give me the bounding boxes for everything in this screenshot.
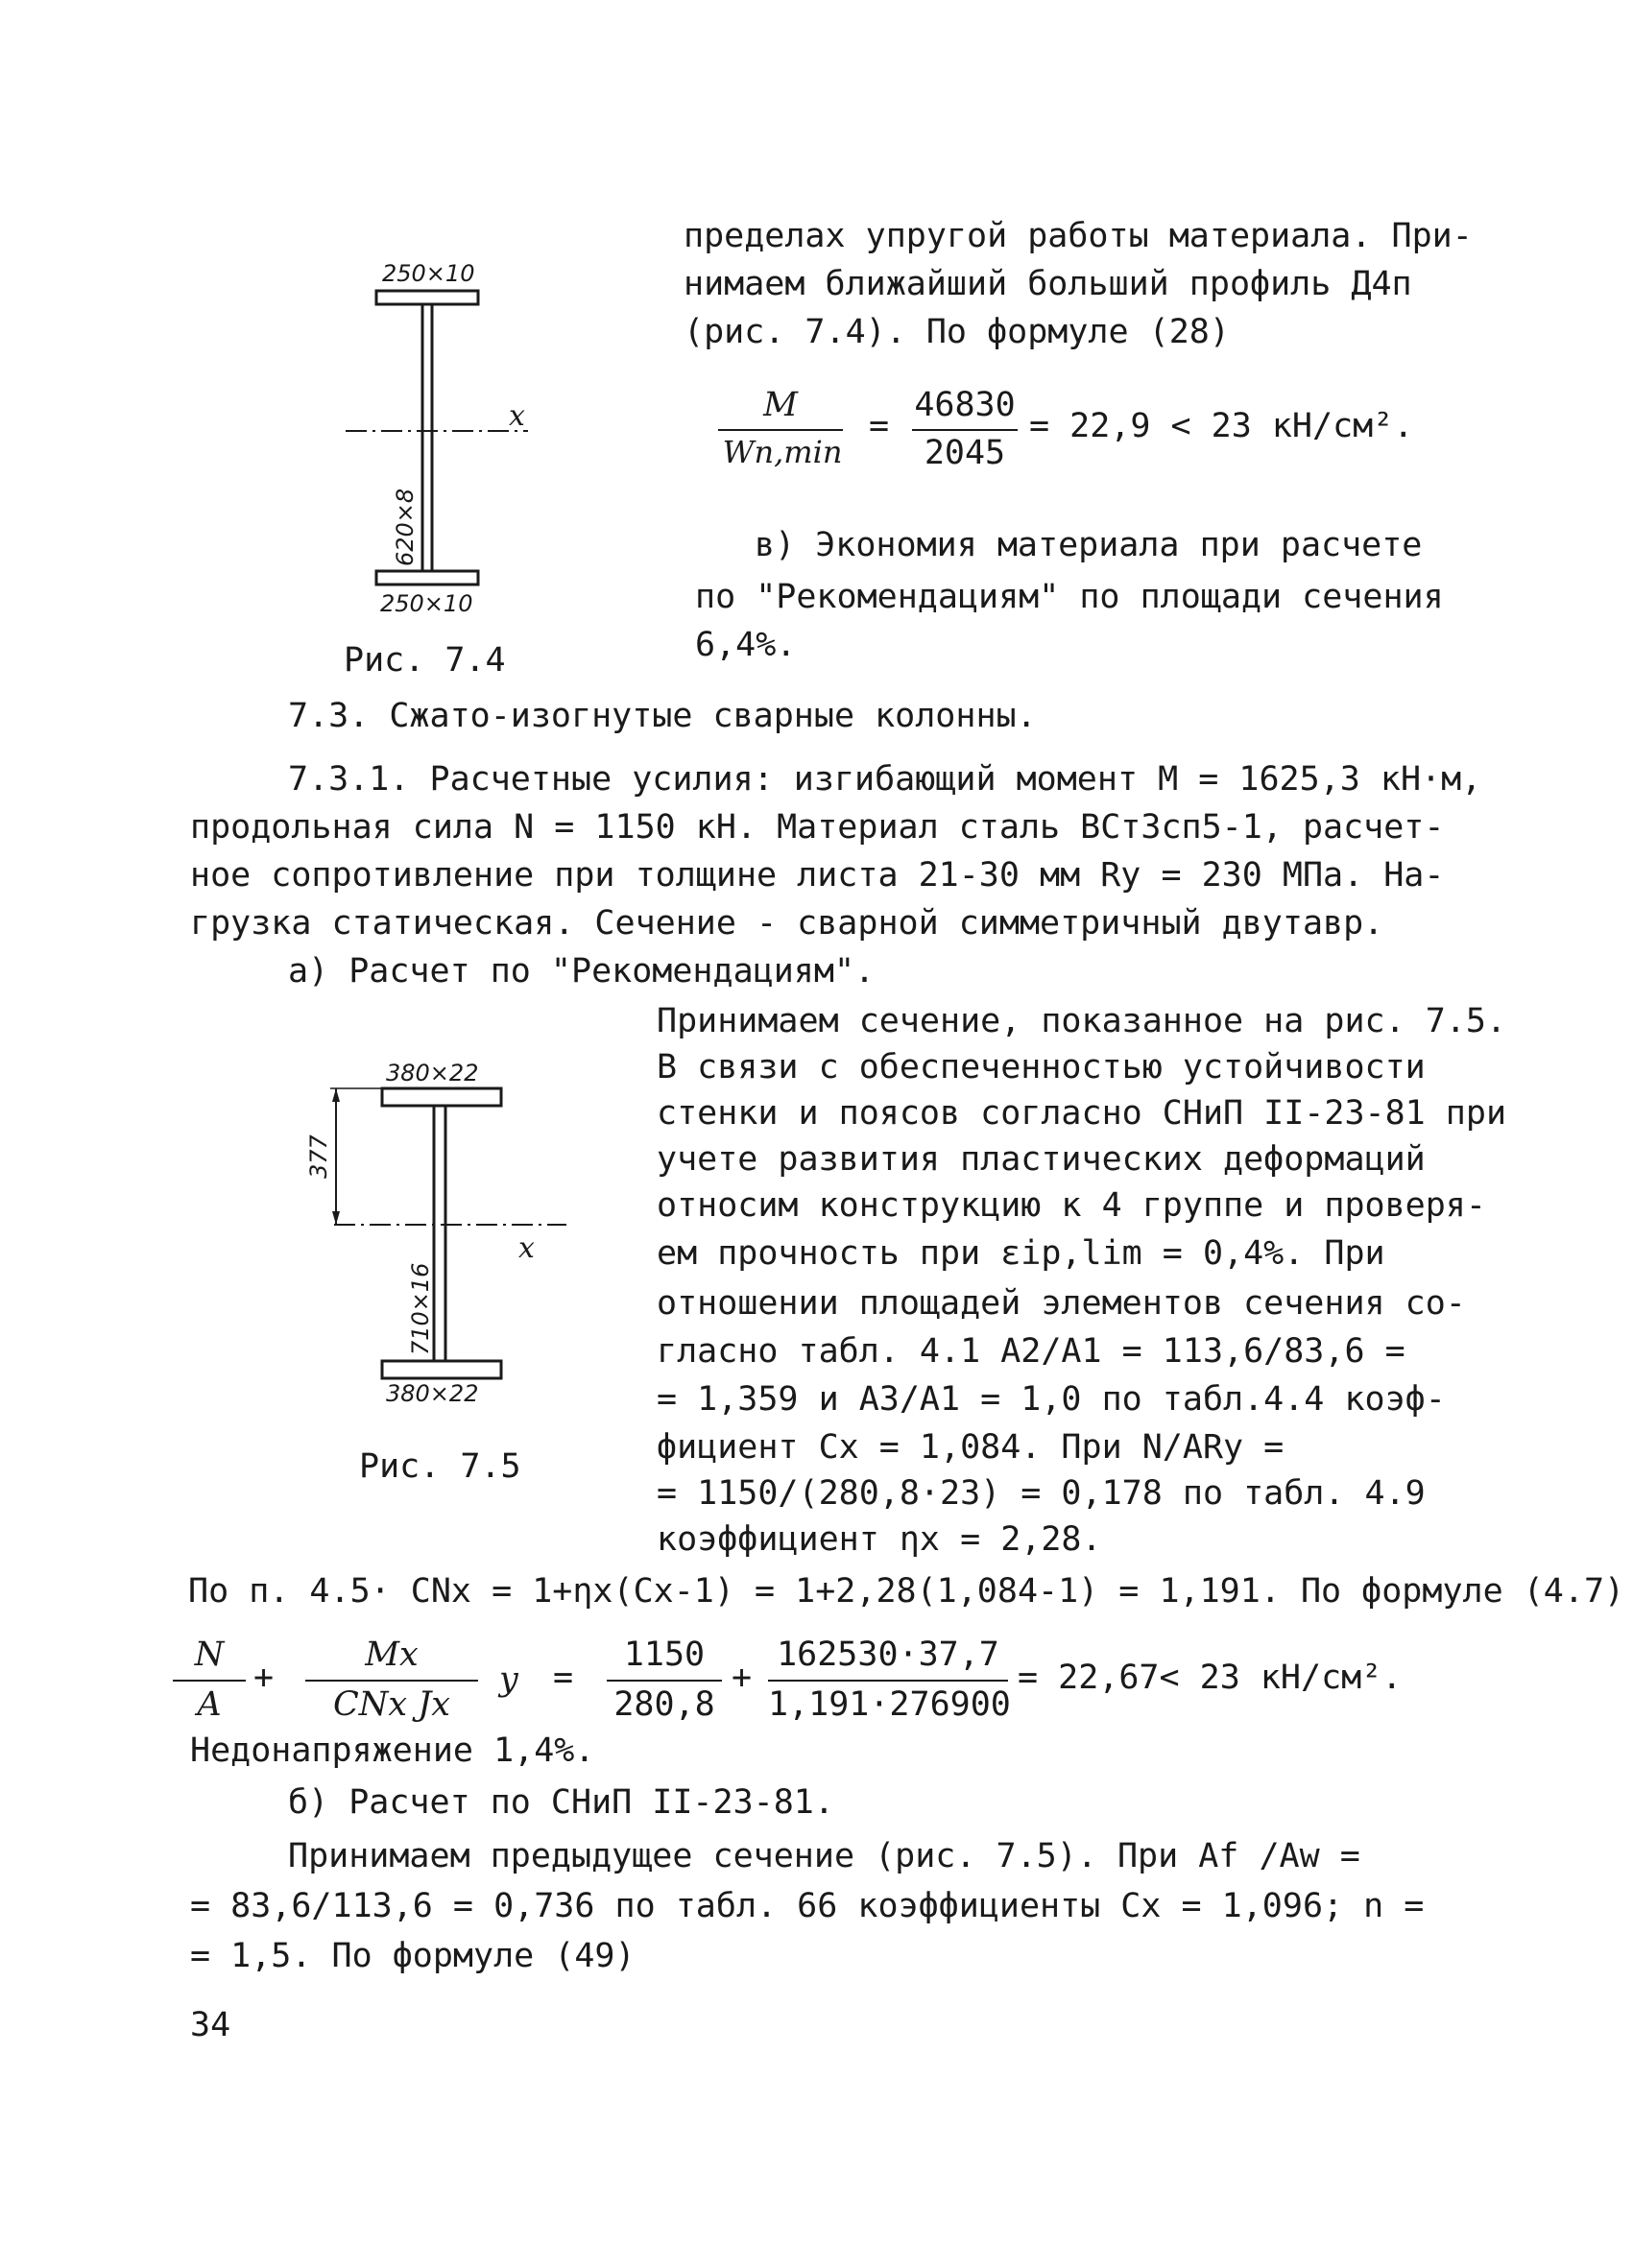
- text-line: ное сопротивление при толщине листа 21-30 мм Ry = 230 МПа. На-: [190, 856, 1445, 895]
- text-line: В связи с обеспеченностью устойчивости: [657, 1048, 1426, 1086]
- fig75-dim-arrow-top: [332, 1088, 340, 1102]
- f1-equals: =: [869, 407, 890, 445]
- f1-result: = 22,9 < 23 кН/см².: [1029, 407, 1414, 445]
- f1-num-left: M: [763, 386, 798, 424]
- text-line: = 83,6/113,6 = 0,736 по табл. 66 коэффициенты Cx = 1,096; n =: [190, 1887, 1425, 1925]
- f2-t3-bar: [607, 1680, 722, 1682]
- text-line: фициент Cx = 1,084. При N/ARy =: [657, 1428, 1285, 1467]
- fig74-top-flange: [376, 291, 478, 304]
- text-line: отношении площадей элементов сечения со-: [657, 1284, 1466, 1323]
- text-line: Принимаем предыдущее сечение (рис. 7.5). При Af /Aw =: [288, 1837, 1360, 1875]
- text-line: стенки и поясов согласно СНиП II-23-81 при: [657, 1094, 1507, 1133]
- fig74-axis-label: x: [509, 399, 525, 433]
- text-line: = 1150/(280,8·23) = 0,178 по табл. 4.9: [657, 1474, 1426, 1513]
- f2-t1-bar: [173, 1680, 246, 1682]
- f1-bar-left: [718, 429, 843, 431]
- fig75-bottom-flange: [382, 1361, 501, 1378]
- figure-7-4: [346, 254, 576, 619]
- fig75-top-flange: [382, 1088, 501, 1106]
- fig75-dim-label: 377: [305, 1134, 332, 1179]
- f2-t3-num: 1150: [623, 1635, 706, 1674]
- fig75-caption: Рис. 7.5: [359, 1447, 521, 1486]
- text-line: продольная сила N = 1150 кН. Материал сталь ВСт3сп5-1, расчет-: [190, 808, 1445, 847]
- f1-num-right: 46830: [914, 386, 1016, 424]
- figure-7-5: [288, 1056, 595, 1420]
- f2-result: = 22,67< 23 кН/см².: [1018, 1659, 1403, 1697]
- text-line: 7.3.1. Расчетные усилия: изгибающий момент M = 1625,3 кН·м,: [288, 760, 1482, 799]
- f2-plus2: +: [732, 1659, 753, 1697]
- text-line: = 1,359 и A3/A1 = 1,0 по табл.4.4 коэф-: [657, 1380, 1446, 1419]
- fig75-dim-arrow-bottom: [332, 1211, 340, 1225]
- fig75-axis-label: x: [518, 1231, 535, 1265]
- text-line: относим конструкцию к 4 группе и проверя-: [657, 1186, 1486, 1225]
- fig74-top-label: 250×10: [382, 260, 475, 287]
- text-line: пределах упругой работы материала. При-: [684, 217, 1473, 255]
- f2-t1-num: N: [194, 1635, 225, 1674]
- fig75-bottom-label: 380×22: [386, 1380, 479, 1407]
- f2-t1-den: A: [197, 1685, 222, 1724]
- f1-bar-right: [912, 429, 1018, 431]
- f1-den-left: Wn,min: [722, 434, 843, 470]
- fig75-top-label: 380×22: [386, 1060, 479, 1086]
- text-line: 6,4%.: [695, 626, 797, 664]
- fig75-web-label: 710×16: [407, 1262, 434, 1355]
- section-title: 7.3. Сжато-изогнутые сварные колонны.: [288, 697, 1037, 735]
- text-line: коэффициент ηx = 2,28.: [657, 1520, 1102, 1559]
- text-line: б) Расчет по СНиП II-23-81.: [288, 1783, 834, 1822]
- page-number: 34: [190, 2006, 231, 2044]
- fig74-bottom-flange: [376, 571, 478, 585]
- text-line: нимаем ближайший больший профиль Д4п: [684, 265, 1412, 303]
- fig74-bottom-label: 250×10: [380, 590, 473, 617]
- f2-t4-den: 1,191·276900: [768, 1685, 1011, 1724]
- f2-equals: =: [553, 1659, 574, 1697]
- text-line: Принимаем сечение, показанное на рис. 7.5.: [657, 1002, 1507, 1040]
- text-line: учете развития пластических деформаций: [657, 1140, 1426, 1179]
- f2-plus1: +: [253, 1659, 275, 1697]
- fig74-web-label: 620×8: [392, 488, 419, 566]
- f1-den-right: 2045: [924, 434, 1006, 472]
- f2-t2-den: CNx Jx: [332, 1685, 451, 1724]
- f2-y: y: [499, 1660, 518, 1699]
- f2-t2-num: Mx: [365, 1635, 419, 1674]
- f2-t2-bar: [305, 1680, 478, 1682]
- text-line: ем прочность при εip,lim = 0,4%. При: [657, 1234, 1385, 1273]
- text-line: в) Экономия материала при расчете: [755, 526, 1423, 564]
- text-line: грузка статическая. Сечение - сварной симметричный двутавр.: [190, 904, 1384, 943]
- fig74-caption: Рис. 7.4: [344, 641, 506, 680]
- f2-t4-num: 162530·37,7: [777, 1635, 999, 1674]
- text-line: гласно табл. 4.1 A2/A1 = 113,6/83,6 =: [657, 1332, 1405, 1371]
- f2-t3-den: 280,8: [613, 1685, 715, 1724]
- text-line: Недонапряжение 1,4%.: [190, 1731, 595, 1770]
- text-line: = 1,5. По формуле (49): [190, 1937, 636, 1975]
- text-line: (рис. 7.4). По формуле (28): [684, 313, 1230, 351]
- f2-t4-bar: [768, 1680, 1008, 1682]
- text-line: по "Рекомендациям" по площади сечения: [695, 578, 1444, 616]
- text-line: а) Расчет по "Рекомендациям".: [288, 952, 876, 991]
- text-line-cnx: По п. 4.5· CNx = 1+ηx(Cx-1) = 1+2,28(1,084-1) = 1,191. По формуле (4.7): [188, 1572, 1625, 1611]
